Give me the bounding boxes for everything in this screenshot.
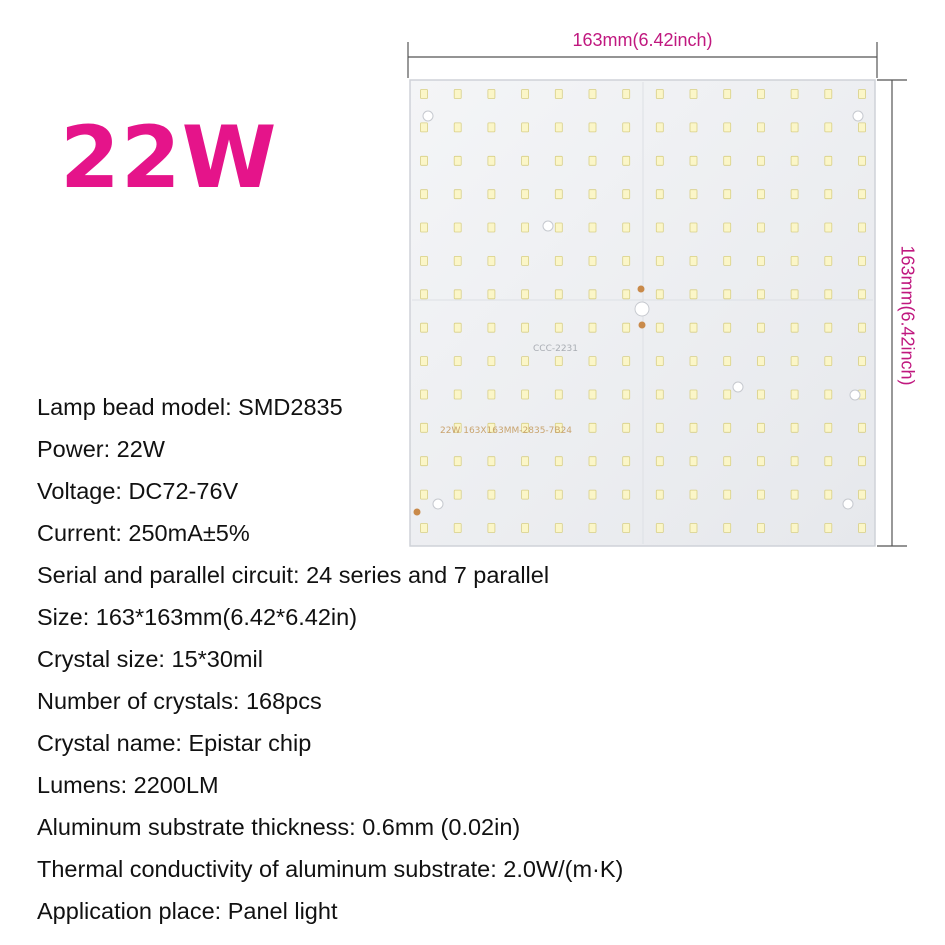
led-chip (859, 490, 866, 499)
led-chip (421, 190, 428, 199)
led-chip (522, 323, 529, 332)
led-chip (623, 223, 630, 232)
led-chip (522, 223, 529, 232)
led-chip (454, 190, 461, 199)
led-chip (690, 423, 697, 432)
led-chip (623, 524, 630, 533)
led-chip (724, 90, 731, 99)
led-chip (724, 457, 731, 466)
led-chip (623, 457, 630, 466)
led-chip (724, 256, 731, 265)
led-chip (791, 423, 798, 432)
led-chip (859, 190, 866, 199)
led-chip (859, 90, 866, 99)
led-chip (656, 190, 663, 199)
led-chip (522, 290, 529, 299)
spec-thermal-conductivity: Thermal conductivity of aluminum substrate: 2.0W/(m·K) (37, 856, 624, 882)
led-chip (825, 357, 832, 366)
led-chip (791, 290, 798, 299)
led-chip (757, 90, 764, 99)
led-chip (589, 323, 596, 332)
led-chip (454, 123, 461, 132)
spec-lumens: Lumens: 2200LM (37, 772, 219, 798)
led-chip (488, 290, 495, 299)
led-chip (623, 290, 630, 299)
led-chip (757, 490, 764, 499)
led-chip (421, 323, 428, 332)
height-dimension-label: 163mm(6.42inch) (897, 244, 918, 386)
spec-crystal-count: Number of crystals: 168pcs (37, 688, 322, 714)
led-chip (522, 123, 529, 132)
led-chip (522, 357, 529, 366)
spec-application: Application place: Panel light (37, 898, 338, 924)
led-chip (589, 357, 596, 366)
led-chip (454, 90, 461, 99)
led-chip (690, 156, 697, 165)
led-chip (825, 457, 832, 466)
led-chip (623, 423, 630, 432)
led-chip (757, 357, 764, 366)
led-chip (825, 156, 832, 165)
led-chip (589, 290, 596, 299)
led-chip (757, 423, 764, 432)
led-chip (623, 490, 630, 499)
led-chip (623, 323, 630, 332)
led-chip (690, 90, 697, 99)
led-chip (690, 290, 697, 299)
led-chip (825, 190, 832, 199)
led-chip (724, 490, 731, 499)
led-chip (421, 256, 428, 265)
led-chip (589, 90, 596, 99)
led-chip (791, 323, 798, 332)
led-chip (589, 123, 596, 132)
led-chip (421, 90, 428, 99)
led-chip (623, 390, 630, 399)
led-chip (690, 357, 697, 366)
led-chip (656, 156, 663, 165)
led-chip (690, 123, 697, 132)
led-chip (589, 190, 596, 199)
led-chip (791, 390, 798, 399)
led-chip (825, 123, 832, 132)
led-chip (724, 323, 731, 332)
led-chip (522, 256, 529, 265)
led-chip (488, 190, 495, 199)
led-chip (724, 156, 731, 165)
spec-crystal-size: Crystal size: 15*30mil (37, 646, 263, 672)
led-chip (656, 223, 663, 232)
led-chip (825, 390, 832, 399)
led-chip (791, 123, 798, 132)
led-chip (555, 190, 562, 199)
led-chip (656, 490, 663, 499)
led-chip (825, 256, 832, 265)
led-chip (791, 457, 798, 466)
silkscreen-code: CCC-2231 (533, 344, 579, 354)
led-chip (488, 90, 495, 99)
led-chip (454, 223, 461, 232)
led-chip (555, 256, 562, 265)
led-chip (623, 256, 630, 265)
led-chip (589, 256, 596, 265)
led-chip (757, 190, 764, 199)
led-chip (454, 357, 461, 366)
led-chip (859, 290, 866, 299)
led-chip (454, 256, 461, 265)
led-chip (623, 156, 630, 165)
led-chip (522, 156, 529, 165)
led-chip (757, 156, 764, 165)
led-chip (724, 423, 731, 432)
led-chip (859, 156, 866, 165)
led-chip (488, 223, 495, 232)
led-chip (488, 256, 495, 265)
led-chip (690, 190, 697, 199)
led-chip (656, 390, 663, 399)
led-chip (589, 156, 596, 165)
led-chip (757, 223, 764, 232)
led-chip (859, 256, 866, 265)
led-chip (825, 323, 832, 332)
led-chip (825, 223, 832, 232)
led-chip (757, 390, 764, 399)
led-chip (555, 323, 562, 332)
led-chip (690, 524, 697, 533)
led-chip (757, 256, 764, 265)
led-chip (656, 323, 663, 332)
led-chip (454, 323, 461, 332)
led-chip (690, 323, 697, 332)
led-chip (859, 524, 866, 533)
led-chip (555, 123, 562, 132)
spec-circuit: Serial and parallel circuit: 24 series and 7 parallel (37, 562, 550, 588)
led-chip (454, 290, 461, 299)
led-chip (757, 457, 764, 466)
led-chip (757, 323, 764, 332)
led-chip (421, 223, 428, 232)
led-chip (757, 524, 764, 533)
led-chip (791, 490, 798, 499)
led-chip (724, 290, 731, 299)
led-chip (656, 357, 663, 366)
led-chip (690, 256, 697, 265)
spec-crystal-name: Crystal name: Epistar chip (37, 730, 312, 756)
led-chip (724, 357, 731, 366)
led-chip (488, 357, 495, 366)
led-chip (859, 123, 866, 132)
spec-list (37, 386, 623, 932)
led-chip (724, 123, 731, 132)
led-chip (623, 123, 630, 132)
led-chip (791, 524, 798, 533)
led-chip (555, 357, 562, 366)
led-chip (859, 457, 866, 466)
led-chip (656, 256, 663, 265)
led-chip (421, 290, 428, 299)
spec-lamp-bead-model: Lamp bead model: SMD2835 (37, 394, 343, 420)
led-chip (656, 457, 663, 466)
led-chip (623, 357, 630, 366)
spec-voltage: Voltage: DC72-76V (37, 478, 239, 504)
led-chip (757, 123, 764, 132)
led-chip (690, 223, 697, 232)
led-chip (555, 90, 562, 99)
led-chip (488, 156, 495, 165)
spec-power: Power: 22W (37, 436, 165, 462)
led-chip (421, 357, 428, 366)
led-chip (825, 423, 832, 432)
led-chip (555, 223, 562, 232)
led-chip (859, 323, 866, 332)
spec-current: Current: 250mA±5% (37, 520, 250, 546)
led-chip (757, 290, 764, 299)
led-chip (690, 390, 697, 399)
led-chip (488, 123, 495, 132)
height-dimension-label-box (892, 225, 922, 405)
led-chip (724, 524, 731, 533)
led-chip (825, 90, 832, 99)
width-dimension-label: 163mm(6.42inch) (572, 30, 713, 50)
spec-substrate-thickness: Aluminum substrate thickness: 0.6mm (0.02in) (37, 814, 521, 840)
led-chip (859, 357, 866, 366)
led-chip (825, 524, 832, 533)
led-chip (825, 290, 832, 299)
led-chip (454, 156, 461, 165)
led-chip (488, 323, 495, 332)
led-chip (791, 156, 798, 165)
led-chip (859, 423, 866, 432)
led-chip (421, 156, 428, 165)
led-chip (589, 223, 596, 232)
led-chip (724, 390, 731, 399)
led-chip (555, 156, 562, 165)
led-chip (522, 190, 529, 199)
spec-size: Size: 163*163mm(6.42*6.42in) (37, 604, 358, 630)
led-chip (825, 490, 832, 499)
led-chip (724, 223, 731, 232)
led-chip (421, 123, 428, 132)
led-chip (555, 290, 562, 299)
led-chip (522, 90, 529, 99)
led-chip (791, 223, 798, 232)
led-chip (690, 490, 697, 499)
led-chip (859, 223, 866, 232)
led-chip (690, 457, 697, 466)
led-chip (656, 423, 663, 432)
silkscreen-model: 22W 163X163MM-2835-7B24 (440, 426, 573, 436)
led-chip (724, 190, 731, 199)
led-chip (656, 524, 663, 533)
led-chip (656, 90, 663, 99)
led-chip (623, 90, 630, 99)
wattage-headline: 22W (60, 108, 278, 208)
led-chip (656, 123, 663, 132)
led-chip (656, 290, 663, 299)
led-chip (791, 190, 798, 199)
led-chip (791, 90, 798, 99)
led-chip (623, 190, 630, 199)
led-chip (791, 357, 798, 366)
led-chip (791, 256, 798, 265)
